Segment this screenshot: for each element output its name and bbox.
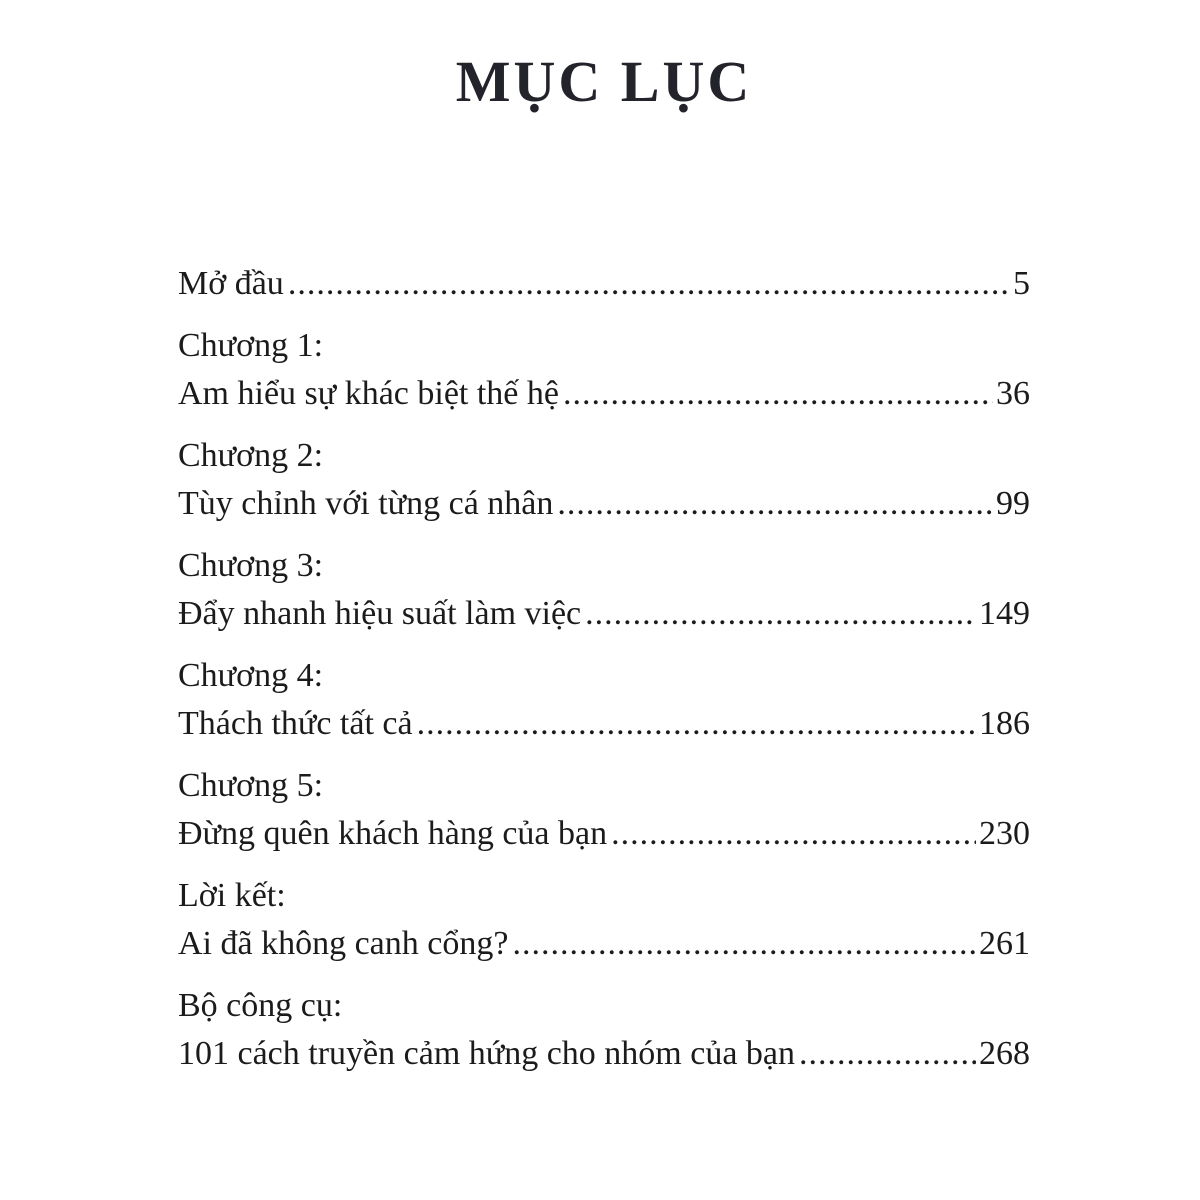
toc-entry-heading: Lời kết:: [178, 877, 286, 914]
toc-entry-heading: Chương 2:: [178, 437, 324, 474]
toc-entry-title: Am hiểu sự khác biệt thế hệ: [178, 375, 559, 412]
toc-entry-line: [178, 810, 1030, 858]
toc-entry-page: 99: [996, 485, 1030, 522]
toc-entry: [178, 432, 1030, 528]
toc-entry-title: Thách thức tất cả: [178, 705, 413, 742]
toc-entry-title: Mở đầu: [178, 265, 284, 302]
toc-entry-page: 268: [979, 1035, 1030, 1072]
toc-content: [178, 46, 1030, 1092]
toc-entry-line: [178, 700, 1030, 748]
toc-entry: [178, 762, 1030, 858]
toc-entry-heading: Chương 4:: [178, 657, 324, 694]
toc-entry-title: 101 cách truyền cảm hứng cho nhóm của bạn: [178, 1035, 795, 1072]
dot-leader: [288, 260, 1010, 308]
toc-entry-page: 186: [979, 705, 1030, 742]
toc-entry-line: [178, 260, 1030, 308]
toc-entry: [178, 872, 1030, 968]
toc-entry-page: 261: [979, 925, 1030, 962]
toc-entry-page: 36: [996, 375, 1030, 412]
toc-entry-line: [178, 370, 1030, 418]
toc-entry: [178, 652, 1030, 748]
toc-entry-page: 5: [1013, 265, 1030, 302]
toc-entry: [178, 542, 1030, 638]
toc-entry-page: 230: [979, 815, 1030, 852]
dot-leader: [611, 810, 976, 858]
toc-entry-page: 149: [979, 595, 1030, 632]
toc-entry-heading: Bộ công cụ:: [178, 987, 343, 1024]
toc-entry-heading: Chương 5:: [178, 767, 324, 804]
toc-entry-heading: Chương 1:: [178, 327, 324, 364]
toc-entry-line: [178, 1030, 1030, 1078]
toc-entry: [178, 982, 1030, 1078]
toc-entry-line: [178, 920, 1030, 968]
dot-leader: [799, 1030, 976, 1078]
dot-leader: [512, 920, 976, 968]
dot-leader: [585, 590, 976, 638]
toc-entry-heading: Chương 3:: [178, 547, 324, 584]
toc-entry-title: Đừng quên khách hàng của bạn: [178, 815, 608, 852]
toc-entry-line: [178, 480, 1030, 528]
dot-leader: [417, 700, 976, 748]
dot-leader: [557, 480, 993, 528]
dot-leader: [563, 370, 993, 418]
table-of-contents: [178, 260, 1030, 1078]
toc-entry: [178, 322, 1030, 418]
page-title: MỤC LỤC: [455, 49, 753, 114]
toc-entry-title: Ai đã không canh cổng?: [178, 925, 509, 962]
toc-entry-title: Tùy chỉnh với từng cá nhân: [178, 485, 554, 522]
toc-entry-line: [178, 590, 1030, 638]
toc-entry-title: Đẩy nhanh hiệu suất làm việc: [178, 595, 582, 632]
toc-entry: [178, 260, 1030, 308]
